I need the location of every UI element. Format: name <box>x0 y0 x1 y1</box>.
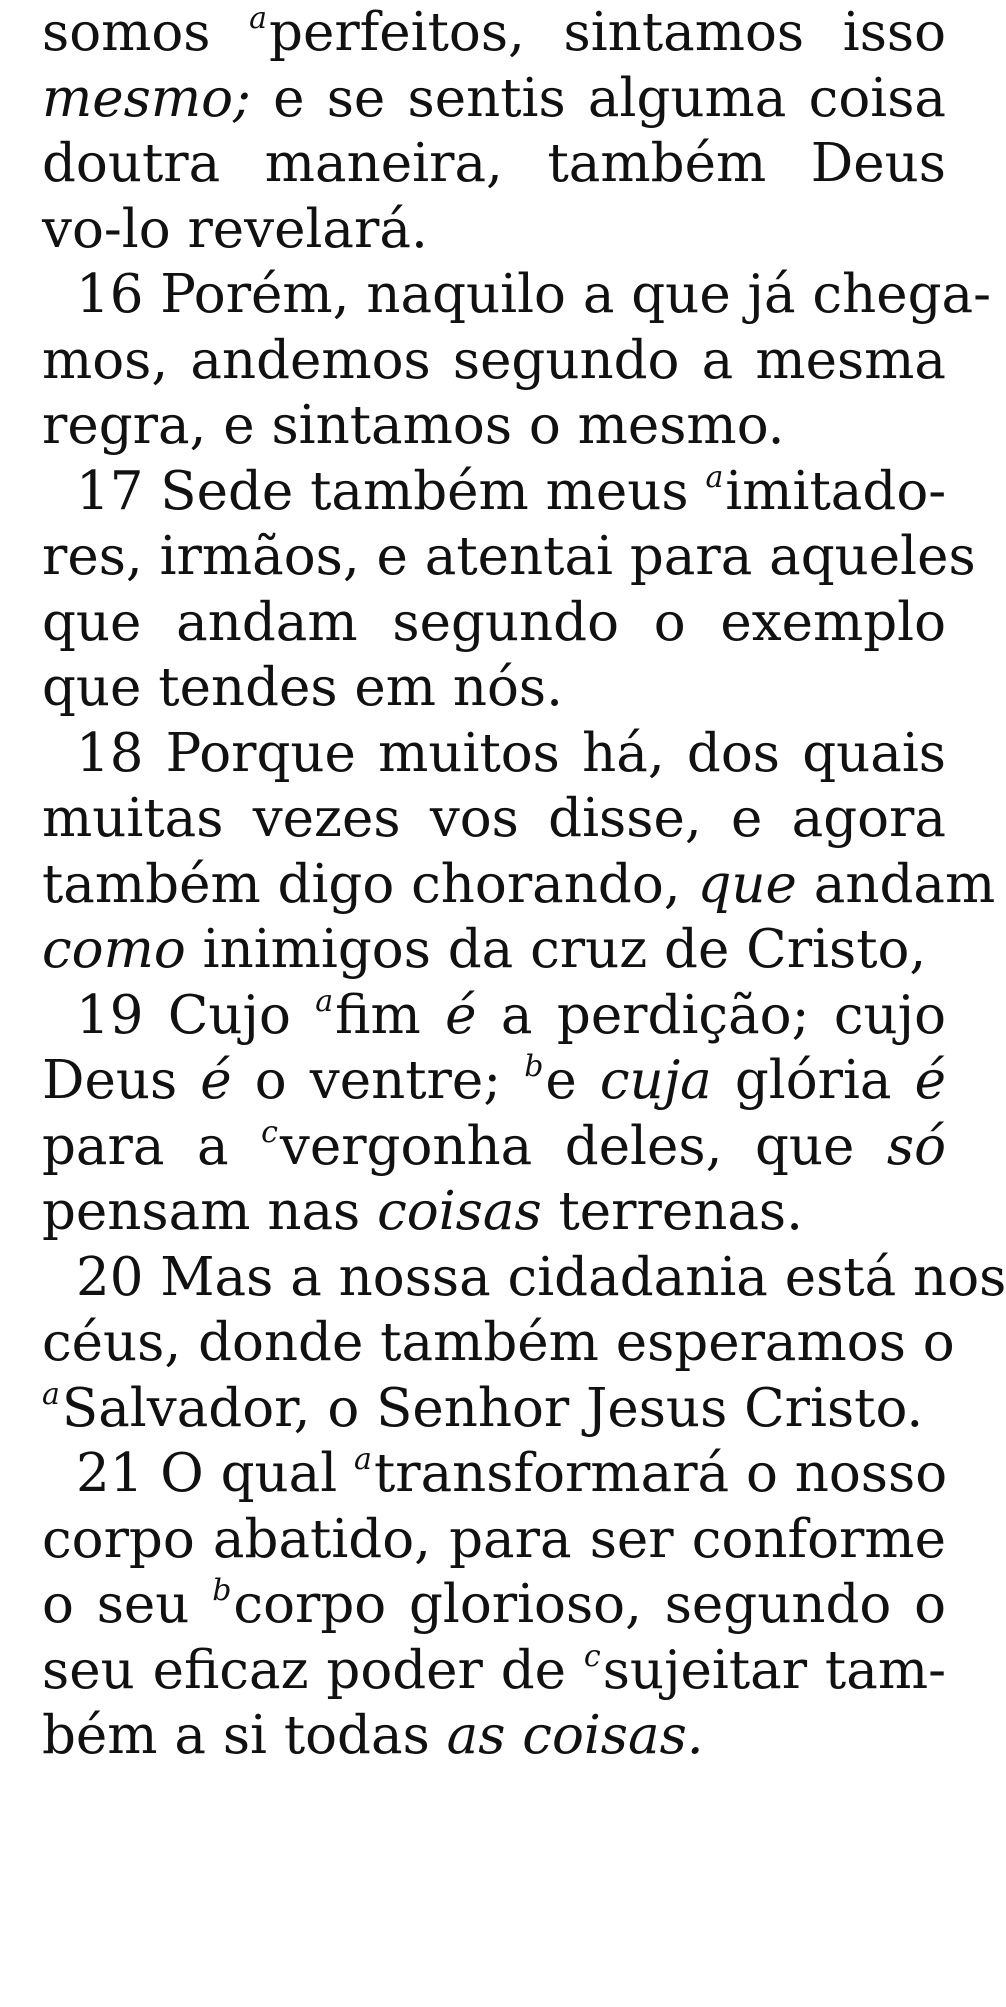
text-line <box>42 1245 1006 1311</box>
footnote-marker: a <box>705 459 724 495</box>
text-line <box>42 1179 946 1245</box>
text-segment: doutra maneira, também Deus <box>42 133 946 194</box>
text-segment: sujeitar tam- <box>602 1639 946 1701</box>
text-line <box>42 262 992 328</box>
text-segment: céus, donde também esperamos o <box>42 1312 955 1373</box>
text-segment: que tendes em nós. <box>42 657 563 718</box>
italic-segment: que <box>697 853 797 915</box>
verse-continuation <box>42 0 946 262</box>
text-line <box>42 1376 946 1442</box>
footnote-marker: c <box>261 1114 278 1150</box>
italic-segment: só <box>886 1115 946 1177</box>
text-segment: glória <box>711 1050 915 1111</box>
text-segment: seu eficaz poder de <box>42 1639 584 1701</box>
text-line <box>42 0 946 66</box>
text-line <box>42 1114 946 1180</box>
footnote-marker: b <box>524 1049 544 1084</box>
text-segment: perfeitos, sintamos isso <box>269 2 947 63</box>
text-segment: 19 Cujo <box>76 984 316 1046</box>
verse-19 <box>42 983 946 1245</box>
text-line <box>42 1703 946 1769</box>
footnote-marker: a <box>42 1376 60 1412</box>
text-segment: mos, andemos segundo a mesma <box>42 329 946 391</box>
text-line <box>42 1507 946 1573</box>
text-segment: imitado- <box>725 460 947 522</box>
text-segment: 17 Sede também meus <box>76 460 706 522</box>
text-segment: somos <box>42 2 250 63</box>
text-segment: vergonha deles, que <box>279 1115 887 1177</box>
text-segment: 21 O qual <box>76 1443 355 1504</box>
text-line <box>42 721 946 787</box>
text-segment: 16 Porém, naquilo a que já chega- <box>76 264 992 325</box>
text-segment: a perdição; cujo <box>476 984 946 1046</box>
text-segment: regra, e sintamos o mesmo. <box>42 395 785 456</box>
text-line <box>42 524 976 590</box>
verse-16 <box>42 262 992 459</box>
text-segment: fim <box>335 984 446 1046</box>
text-segment: e <box>545 1050 600 1111</box>
verse-20 <box>42 1245 1006 1442</box>
text-segment: muitas vezes vos disse, e agora <box>42 788 946 849</box>
text-segment: corpo abatido, para ser conforme <box>42 1508 946 1570</box>
text-line <box>42 1572 946 1638</box>
text-segment: e se sentis alguma coisa <box>250 67 946 129</box>
text-segment: que andam segundo o exemplo <box>42 591 946 653</box>
text-segment: transformará o nosso <box>373 1443 948 1504</box>
text-line <box>42 917 946 983</box>
text-segment: bém a si todas <box>42 1705 447 1766</box>
footnote-marker: a <box>354 1442 372 1477</box>
italic-segment: as coisas. <box>446 1705 704 1766</box>
text-line <box>42 328 946 394</box>
verse-18 <box>42 721 996 983</box>
verse-17 <box>42 459 976 721</box>
text-line <box>42 1310 955 1376</box>
italic-segment: coisas <box>377 1181 542 1242</box>
text-segment: o ventre; <box>231 1050 525 1111</box>
text-line <box>42 786 946 852</box>
italic-segment: mesmo; <box>42 67 251 129</box>
text-segment: res, irmãos, e atentai para aqueles <box>42 526 976 587</box>
text-segment: também digo chorando, <box>42 853 698 915</box>
text-segment: para a <box>42 1115 262 1177</box>
text-segment: corpo glorioso, segundo o <box>233 1574 946 1635</box>
italic-segment: é <box>445 984 477 1046</box>
footnote-marker: c <box>583 1638 601 1674</box>
text-segment: vo-lo revelará. <box>42 198 428 260</box>
text-line <box>42 1441 946 1507</box>
text-line <box>42 1048 946 1114</box>
text-line <box>42 983 946 1049</box>
text-line <box>42 1638 946 1704</box>
text-line <box>42 852 996 918</box>
text-segment: o seu <box>42 1574 213 1635</box>
verse-21 <box>42 1441 946 1769</box>
text-segment: Deus <box>42 1050 201 1111</box>
text-segment: terrenas. <box>541 1181 803 1242</box>
footnote-marker: a <box>249 1 268 36</box>
text-segment: 18 Porque muitos há, dos quais <box>76 722 946 784</box>
text-line <box>42 655 946 721</box>
text-line <box>42 197 946 263</box>
text-segment: andam <box>796 853 996 915</box>
italic-segment: como <box>42 919 186 980</box>
italic-segment: é <box>914 1050 946 1111</box>
text-segment: inimigos da cruz de Cristo, <box>185 919 927 980</box>
text-line <box>42 393 946 459</box>
text-line <box>42 459 946 525</box>
footnote-marker: a <box>315 983 334 1019</box>
text-line <box>42 66 946 132</box>
footnote-marker: b <box>212 1573 232 1608</box>
italic-segment: é <box>200 1050 232 1111</box>
text-segment: pensam nas <box>42 1181 378 1242</box>
text-line <box>42 590 946 656</box>
text-segment: 20 Mas a nossa cidadania está nos <box>76 1246 1006 1308</box>
italic-segment: cuja <box>599 1050 712 1111</box>
text-line <box>42 131 946 197</box>
text-segment: Salvador, o Senhor Jesus Cristo. <box>61 1377 924 1439</box>
